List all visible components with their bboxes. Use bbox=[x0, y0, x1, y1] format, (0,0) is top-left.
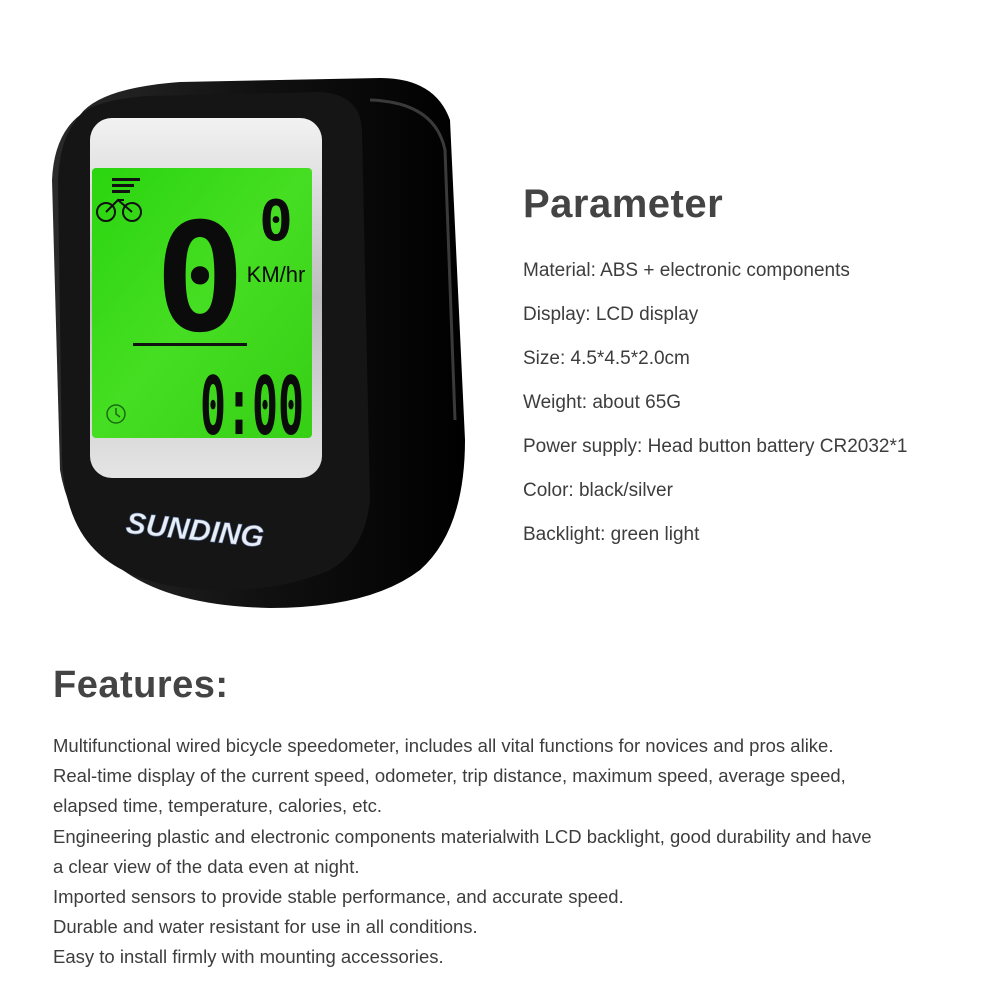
feature-line: Imported sensors to provide stable performance, and accurate speed. bbox=[53, 886, 624, 908]
parameter-section bbox=[523, 182, 983, 557]
parameter-list bbox=[523, 249, 983, 557]
lcd-speed-unit: KM/hr bbox=[246, 262, 306, 287]
feature-line: Engineering plastic and electronic components materialwith LCD backlight, good durability and have bbox=[53, 825, 872, 847]
lcd-time: 0:00 bbox=[200, 360, 304, 453]
feature-line: Real-time display of the current speed, odometer, trip distance, maximum speed, average speed, bbox=[53, 765, 846, 787]
feature-line: Multifunctional wired bicycle speedometer, includes all vital functions for novices and pros alike. bbox=[53, 735, 834, 756]
feature-line: Durable and water resistant for use in all conditions. bbox=[53, 916, 478, 938]
feature-line: Easy to install firmly with mounting accessories. bbox=[53, 946, 444, 968]
parameter-item: Display: LCD display bbox=[523, 304, 699, 325]
feature-line: elapsed time, temperature, calories, etc. bbox=[53, 795, 383, 817]
parameter-item: Size: 4.5*4.5*2.0cm bbox=[523, 348, 690, 369]
brand-logo: SUNDING bbox=[124, 506, 266, 555]
parameter-item: Backlight: green light bbox=[523, 524, 700, 545]
features-section bbox=[53, 664, 983, 973]
parameter-item: Weight: about 65G bbox=[523, 392, 682, 413]
feature-line: a clear view of the data even at night. bbox=[53, 855, 360, 877]
parameter-item: Power supply: Head button battery CR2032*1 bbox=[523, 436, 908, 457]
parameter-item: Material: ABS + electronic components bbox=[523, 260, 850, 281]
features-title: Features: bbox=[53, 664, 229, 706]
parameter-title: Parameter bbox=[523, 182, 724, 226]
lcd-speed: 0 bbox=[154, 192, 246, 366]
product-image bbox=[40, 60, 480, 620]
lcd-speed-decimal: 0 bbox=[259, 189, 293, 254]
parameter-item: Color: black/silver bbox=[523, 480, 673, 501]
